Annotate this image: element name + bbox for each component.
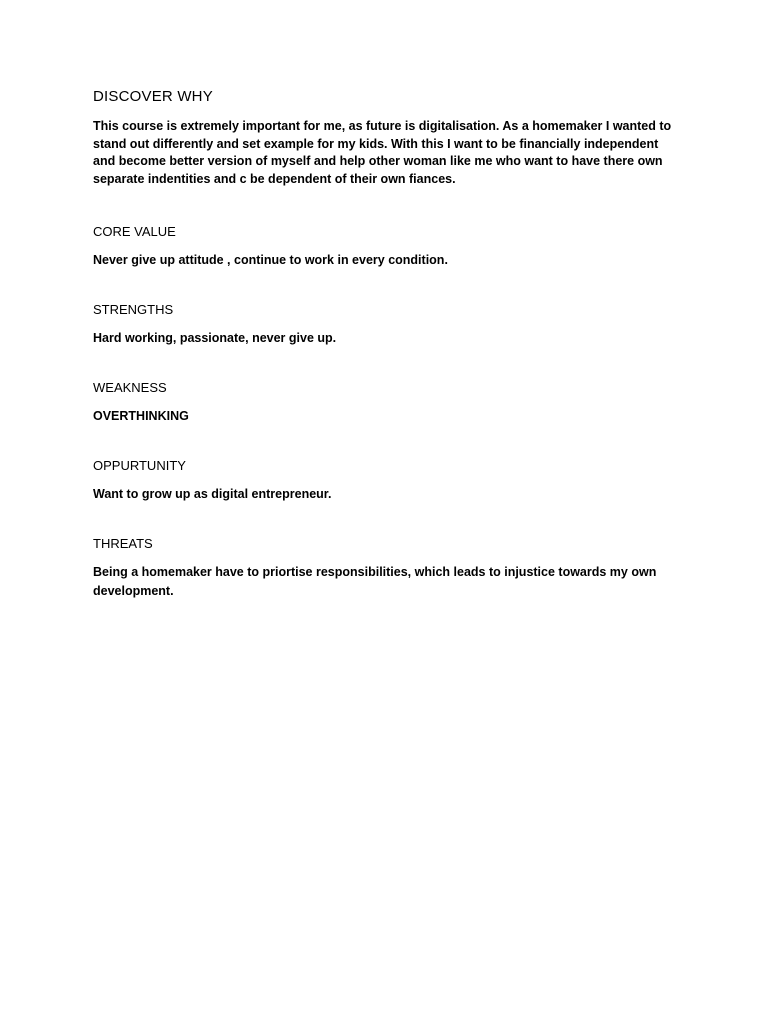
section-body: Want to grow up as digital entrepreneur.: [93, 487, 332, 501]
section-heading: WEAKNESS: [93, 380, 167, 395]
section-heading: OPPURTUNITY: [93, 458, 186, 473]
section-heading: THREATS: [93, 536, 153, 551]
section-body: Hard working, passionate, never give up.: [93, 331, 337, 345]
section-strengths: [93, 300, 683, 348]
section-body: Being a homemaker have to priortise responsibilities, which leads to injustice towards my own development.: [93, 565, 657, 598]
section-opportunity: [93, 456, 683, 504]
section-weakness: [93, 378, 683, 426]
document-content: [93, 86, 683, 601]
intro-paragraph: This course is extremely important for me, as future is digitalisation. As a homemaker I wanted to stand out differently and set example for my kids. With this I want to be financially independent and become better version of myself and help other woman like me who want to have there own separate indentities and c be dependent of their own fiances.: [93, 119, 672, 186]
section-threats: [93, 534, 683, 601]
document-title: DISCOVER WHY: [93, 88, 213, 105]
section-body: OVERTHINKING: [93, 409, 189, 423]
section-body: Never give up attitude , continue to work in every condition.: [93, 253, 448, 267]
section-heading: CORE VALUE: [93, 224, 176, 239]
section-heading: STRENGTHS: [93, 302, 174, 317]
section-core-value: [93, 222, 683, 270]
